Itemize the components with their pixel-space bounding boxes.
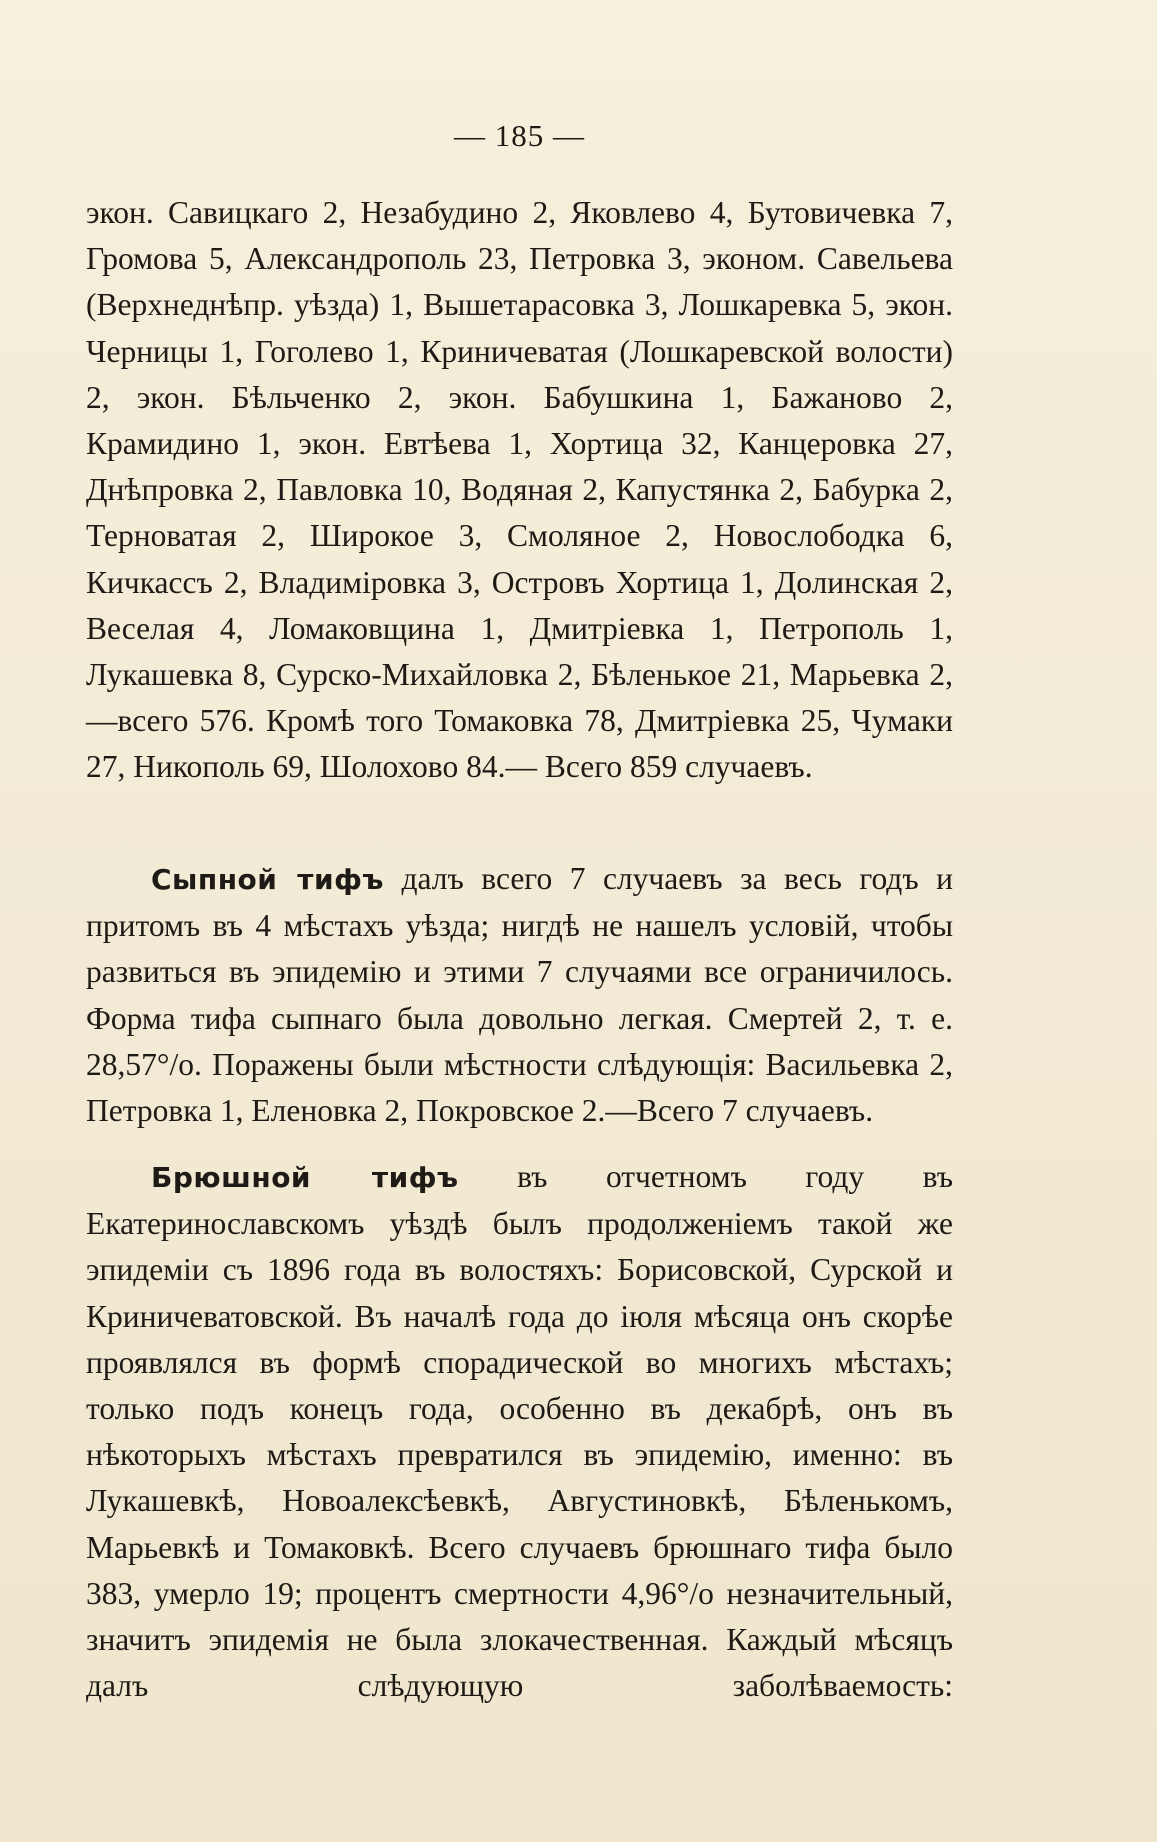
paragraph-typhoid-fever xyxy=(86,1154,953,1709)
paragraph-settlements-list xyxy=(86,190,953,791)
paragraph-text: экон. Савицкаго 2, Незабудино 2, Яковлево 4, Бутовичевка 7, Громова 5, Александрополь 23, Петровка 3, эконом. Савельева (Верхнеднѣпр. уѣзда) 1, Вышетарасовка 3, Лошкаревка 5, экон. Черницы 1, Гоголево 1, Криничеватая (Лошкаревской волости) 2, экон. Бѣльченко 2, экон. Бабушкина 1, Бажаново 2, Крамидино 1, экон. Евтѣева 1, Хортица 32, Канцеровка 27, Днѣпровка 2, Павловка 10, Водяная 2, Капустянка 2, Бабурка 2, Терноватая 2, Широкое 3, Смоляное 2, Новослободка 6, Кичкассъ 2, Владиміровка 3, Островъ Хортица 1, Долинская 2, Веселая 4, Ломаковщина 1, Дмитріевка 1, Петрополь 1, Лукашевка 8, Сурско-Михайловка 2, Бѣленькое 21, Марьевка 2,—всего 576. Кромѣ того Томаковка 78, Дмитріевка 25, Чумаки 27, Никополь 69, Шолохово 84.— Всего 859 случаевъ. xyxy=(86,195,953,785)
paragraph-text: въ отчетномъ году въ Екатеринославскомъ уѣздѣ былъ продолженіемъ такой же эпидеміи съ 1896 года въ волостяхъ: Борисовской, Сурской и Криничеватовской. Въ началѣ года до іюля мѣсяца онъ скорѣе проявлялся въ формѣ спорадической во многихъ мѣстахъ; только подъ конецъ года, особенно въ декабрѣ, онъ въ нѣкоторыхъ мѣстахъ превратился въ эпидемію, именно: въ Лукашевкѣ, Новоалексѣевкѣ, Августиновкѣ, Бѣленькомъ, Марьевкѣ и Томаковкѣ. Всего случаевъ брюшнаго тифа было 383, умерло 19; процентъ смертности 4,96°/о незначительный, значитъ эпидемія не была злокачественная. Каждый мѣсяцъ далъ слѣдующую заболѣваемость: xyxy=(86,1159,953,1704)
section-heading-typhoid-fever: Брюшной тифъ xyxy=(151,1161,459,1194)
section-heading-typhus-exanthematic: Сыпной тифъ xyxy=(151,863,384,896)
paragraph-typhus-exanthematic xyxy=(86,856,953,1134)
page-number: — 185 — xyxy=(454,118,585,153)
paragraph-text: далъ всего 7 случаевъ за весь годъ и притомъ въ 4 мѣстахъ уѣзда; нигдѣ не нашелъ условій, чтобы развиться въ эпидемію и этими 7 случаями все ограничилось. Форма тифа сыпнаго была довольно легкая. Смертей 2, т. е. 28,57°/о. Поражены были мѣстности слѣдующія: Васильевка 2, Петровка 1, Еленовка 2, Покровское 2.—Всего 7 случаевъ. xyxy=(86,861,953,1129)
